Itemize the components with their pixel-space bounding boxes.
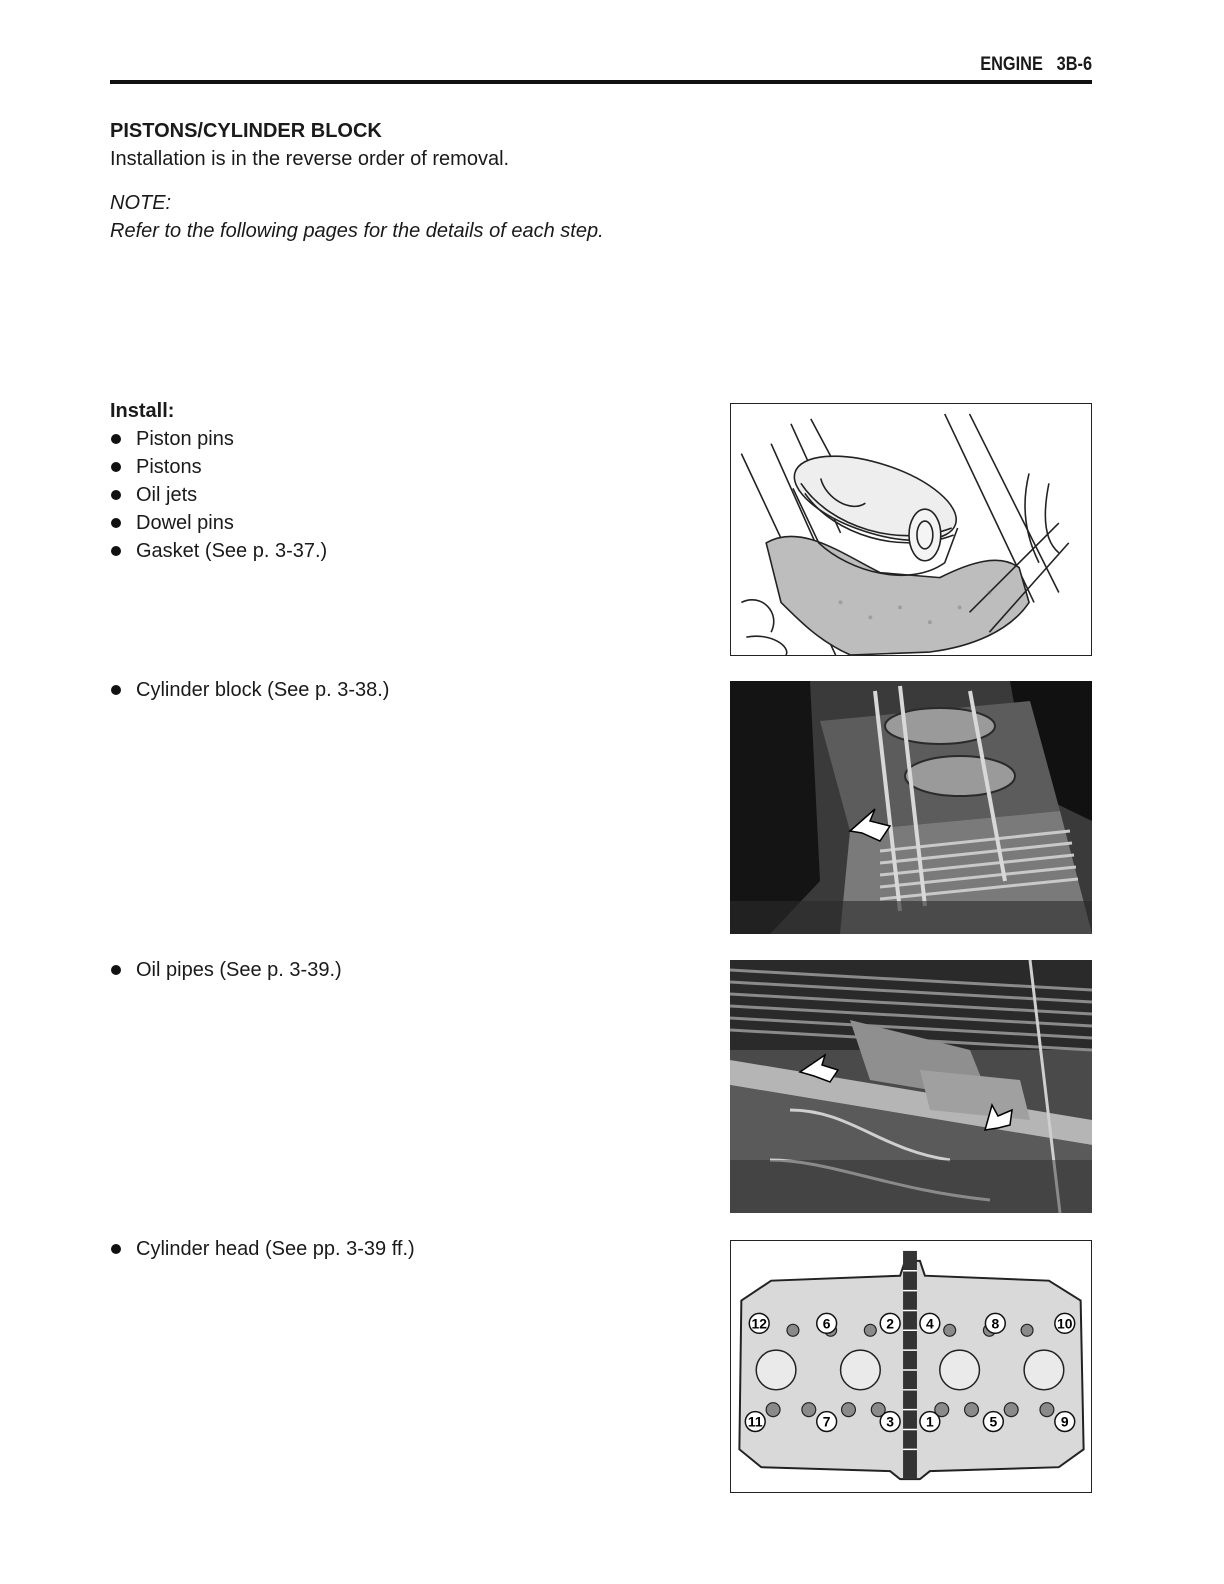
oil-pipes-item: Oil pipes (See p. 3-39.): [110, 956, 342, 984]
oil-pipes-photo: [730, 960, 1092, 1213]
piston-drawing: [731, 404, 1091, 655]
head-bolt-number: 6: [822, 1315, 831, 1332]
list-item: Gasket (See p. 3-37.): [110, 537, 327, 565]
list-item: Dowel pins: [110, 509, 327, 537]
header-rule: [110, 80, 1092, 84]
head-bolt-number: 3: [886, 1413, 895, 1430]
bullet-icon: [111, 965, 121, 975]
header-section: ENGINE: [980, 54, 1043, 75]
cylinder-block-photo: [730, 681, 1092, 934]
install-label: Install:: [110, 400, 175, 422]
head-bolt-number: 12: [751, 1315, 767, 1332]
list-item: Oil jets: [110, 481, 327, 509]
bullet-icon: [111, 490, 121, 500]
head-bolt-number: 5: [989, 1413, 998, 1430]
cylinder-block-image: [730, 681, 1092, 934]
head-bolt-number: 10: [1057, 1315, 1073, 1332]
head-bolt-number: 7: [822, 1413, 831, 1430]
piston-installation-figure: [730, 403, 1092, 656]
head-bolt-number: 8: [991, 1315, 1000, 1332]
list-item: Piston pins: [110, 425, 327, 453]
bullet-icon: [111, 1244, 121, 1254]
note-text: Refer to the following pages for the details of each step.: [110, 220, 604, 242]
cylinder-head-drawing: [731, 1241, 1091, 1492]
cylinder-head-item: Cylinder head (See pp. 3-39 ff.): [110, 1235, 415, 1263]
head-bolt-number: 11: [747, 1413, 763, 1430]
section-title: PISTONS/CYLINDER BLOCK: [110, 120, 382, 142]
head-bolt-number: 1: [925, 1413, 934, 1430]
head-bolt-number: 4: [925, 1315, 934, 1332]
install-list: [110, 425, 327, 565]
bullet-icon: [111, 518, 121, 528]
header-page-number: 3B-6: [1056, 54, 1092, 75]
bullet-icon: [111, 434, 121, 444]
list-item: Pistons: [110, 453, 327, 481]
head-bolt-number: 9: [1060, 1413, 1069, 1430]
head-bolt-number: 2: [886, 1315, 895, 1332]
page-header: [966, 54, 1092, 76]
bullet-icon: [111, 546, 121, 556]
note-label: NOTE:: [110, 192, 172, 214]
cylinder-block-item: Cylinder block (See p. 3-38.): [110, 676, 389, 704]
bullet-icon: [111, 462, 121, 472]
intro-text: Installation is in the reverse order of removal.: [110, 148, 510, 170]
bullet-icon: [111, 685, 121, 695]
cylinder-head-figure: [730, 1240, 1092, 1493]
oil-pipes-image: [730, 960, 1092, 1213]
